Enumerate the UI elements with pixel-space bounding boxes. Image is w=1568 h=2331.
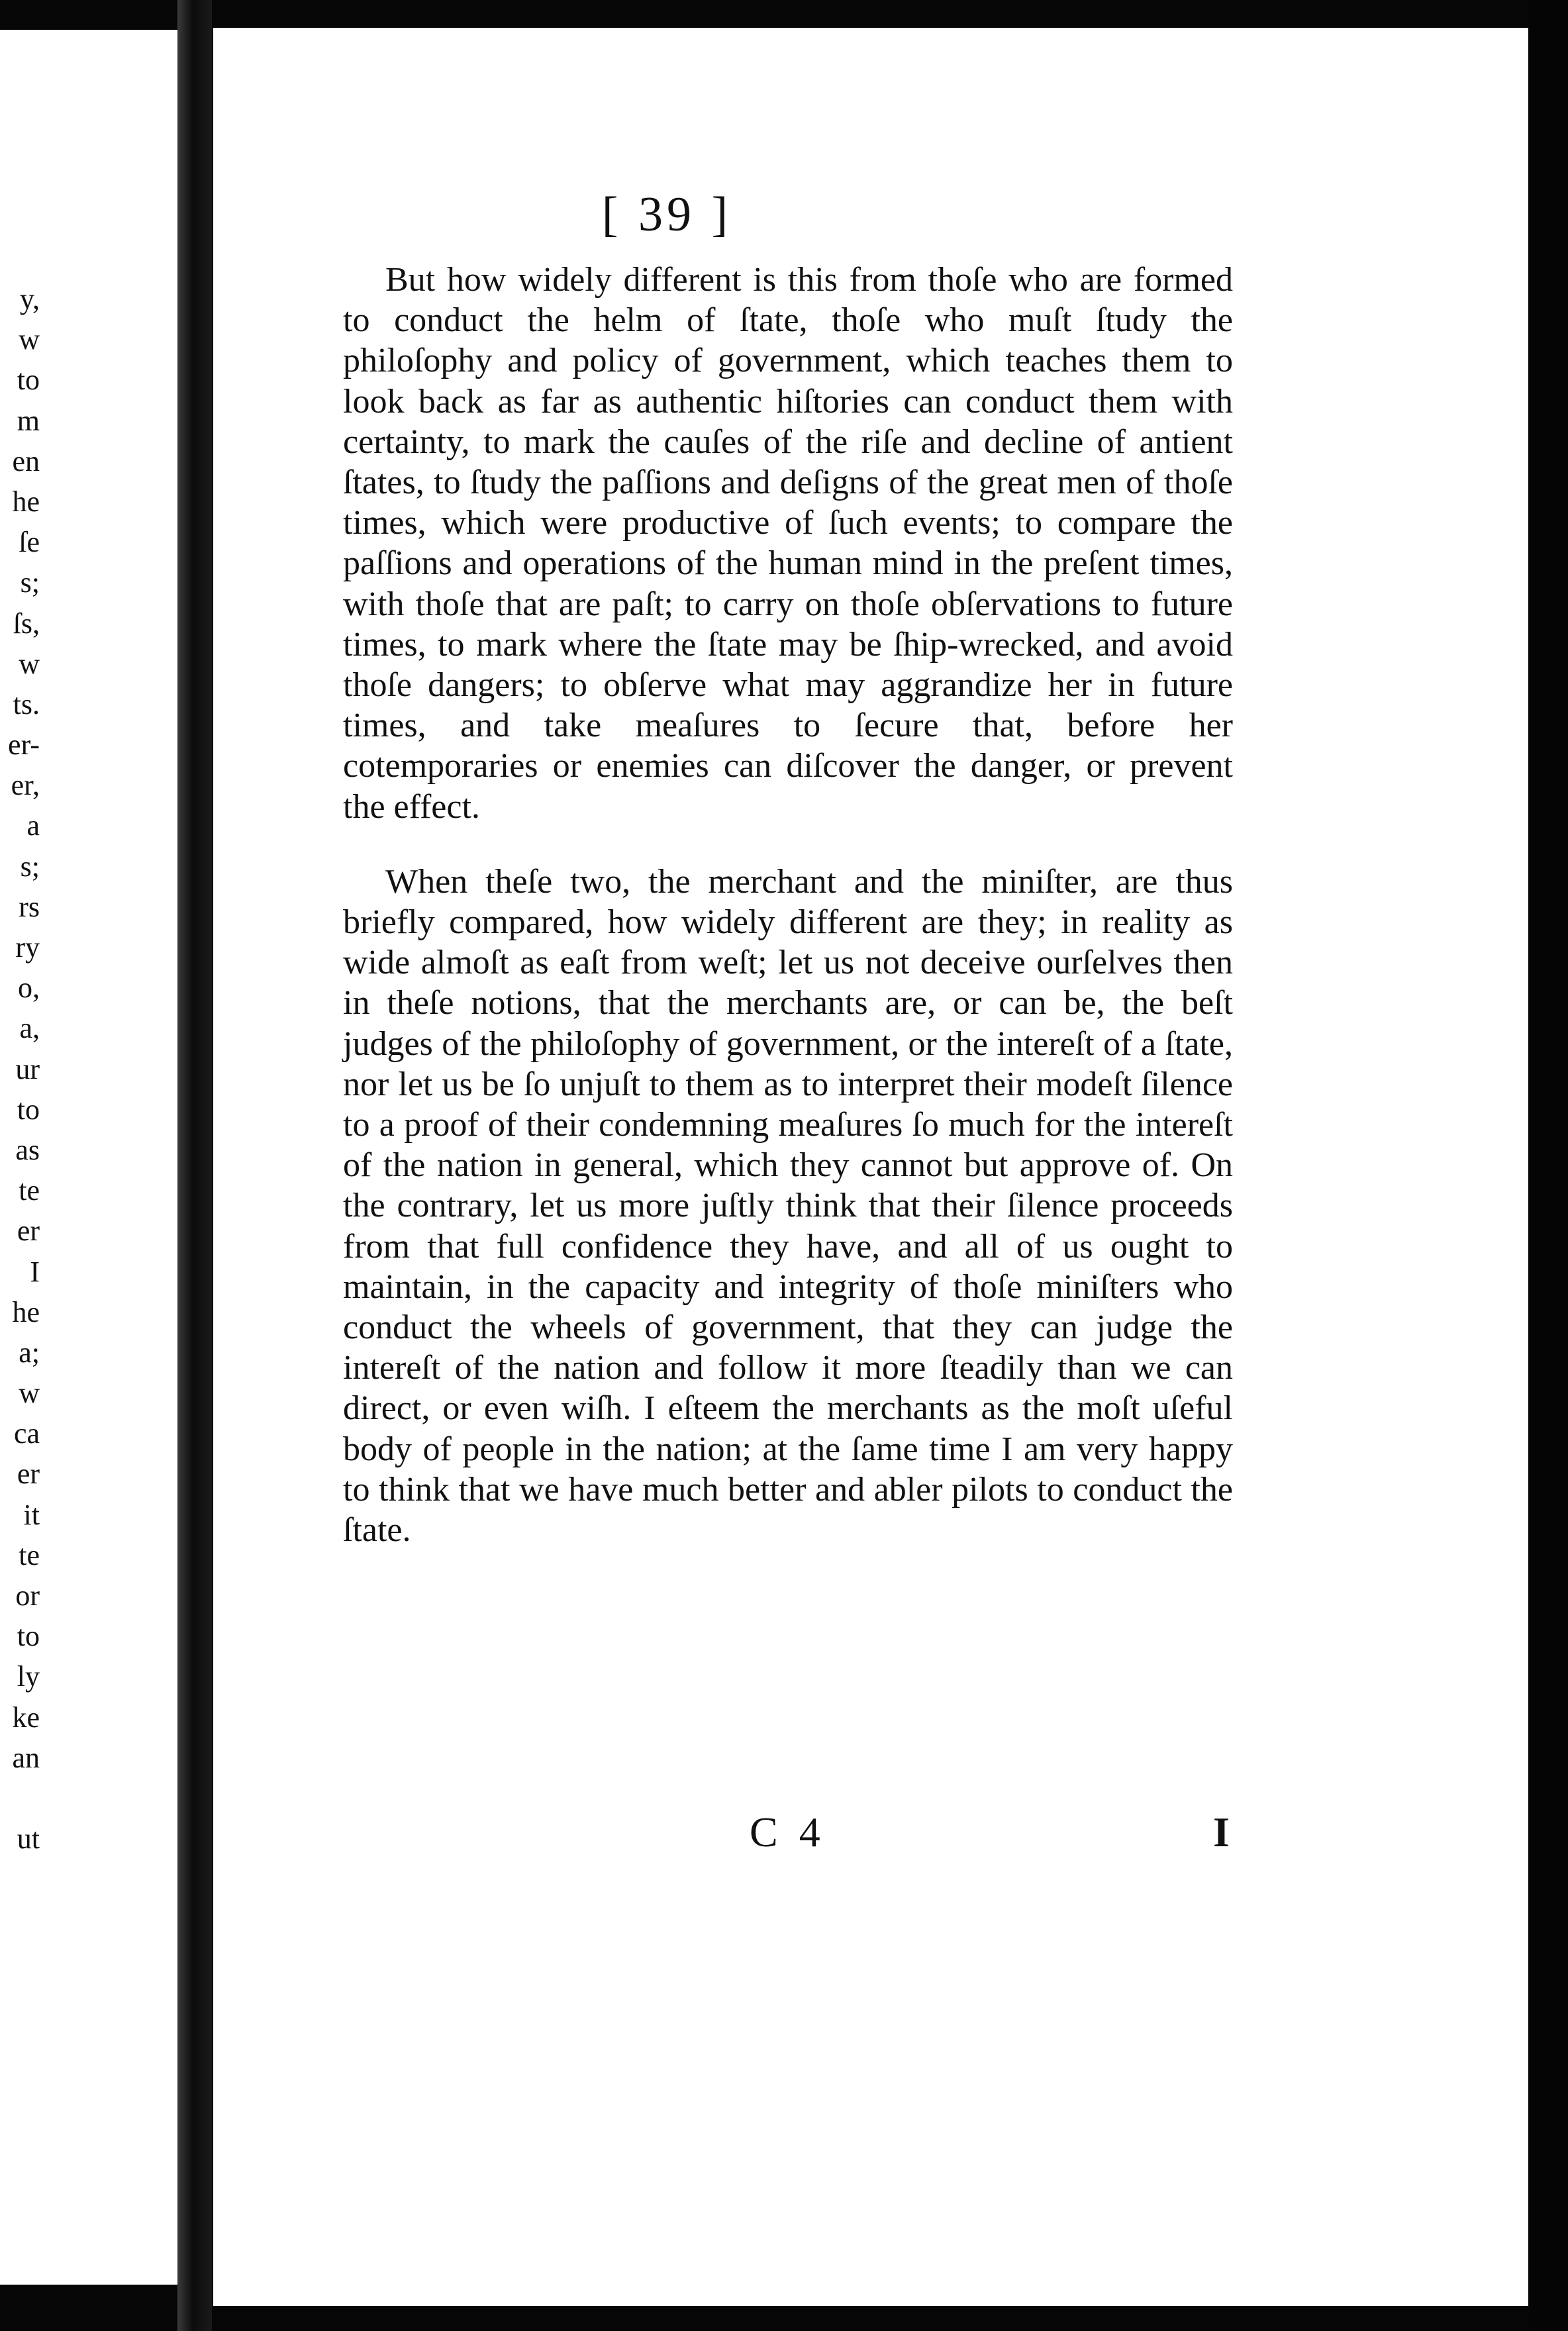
line-fragment: ts. [13, 687, 40, 720]
line-fragment: as [15, 1133, 40, 1166]
line-fragment: I [30, 1255, 40, 1288]
scan-border [1530, 0, 1568, 2331]
line-fragment: en [12, 444, 40, 477]
line-fragment: te [19, 1538, 40, 1571]
line-fragment: ut [17, 1822, 40, 1856]
line-fragment: m [17, 404, 40, 437]
line-fragment: a [26, 809, 40, 842]
line-fragment: w [19, 1377, 40, 1410]
line-fragment: ly [17, 1660, 40, 1693]
line-fragment: or [15, 1579, 40, 1612]
line-fragment: to [17, 364, 40, 397]
line-fragment: to [17, 1093, 40, 1126]
line-fragment: w [19, 647, 40, 680]
book-gutter [177, 0, 212, 2331]
page-body [343, 260, 1233, 1550]
line-fragment: er- [8, 728, 40, 762]
signature-mark: C 4 [750, 1809, 826, 1856]
line-fragment [0, 1778, 177, 1818]
line-fragment: er, [11, 769, 40, 802]
line-fragment: he [12, 485, 40, 518]
line-fragment: he [12, 1295, 40, 1328]
line-fragment: y, [19, 283, 40, 315]
line-fragment: an [12, 1741, 40, 1774]
paragraph-1: But how widely different is this from thoſe who are formed to conduct the helm of ſtate, thoſe who muſt ſtudy the philoſophy and policy of government, which teaches them to look back as far as authentic hiſtories can conduct them with certainty, to mark the cauſes of the riſe and decline of antient ſtates, to ſtudy the paſſions and deſigns of the great men of thoſe times, which were productive of ſuch events; to compare the paſſions and operations of the human mind in the preſent times, with thoſe that are paſt; to carry on thoſe obſervations to future times, to mark where the ſtate may be ſhip-wrecked, and avoid thoſe dangers; to obſerve what may aggrandize her in future times, and take meaſures to ſecure that, before her cotemporaries or enemies can diſcover the danger, or prevent the effect. [343, 261, 1233, 826]
line-fragment: ur [15, 1052, 40, 1085]
line-fragment: to [17, 1620, 40, 1653]
left-page-line-fragments [0, 279, 177, 1859]
line-fragment: rs [19, 890, 40, 923]
catchword: I [1213, 1809, 1230, 1856]
left-facing-page [0, 30, 177, 2285]
line-fragment: s; [20, 850, 40, 883]
line-fragment: te [19, 1174, 40, 1207]
line-fragment: o, [18, 971, 40, 1005]
line-fragment: it [23, 1498, 40, 1531]
line-fragment: er [17, 1215, 40, 1248]
book-page [213, 28, 1528, 2306]
line-fragment: er [17, 1458, 40, 1491]
line-fragment: a, [19, 1012, 40, 1045]
line-fragment: s; [20, 566, 40, 599]
line-fragment: a; [19, 1336, 40, 1369]
line-fragment: w [19, 323, 40, 356]
line-fragment: ry [15, 931, 40, 964]
page-number: [ 39 ] [601, 187, 732, 242]
line-fragment: ſs, [13, 607, 40, 640]
line-fragment: ke [12, 1701, 40, 1734]
line-fragment: ca [13, 1417, 40, 1450]
line-fragment: ſe [19, 526, 40, 559]
paragraph-2: When theſe two, the merchant and the miniſter, are thus briefly compared, how widely different are they; in reality as wide almoſt as eaſt from weſt; let us not deceive ourſelves then in theſe notions, that the merchants are, or can be, the beſt judges of the philoſophy of government, or the intereſt of a ſtate, nor let us be ſo unjuſt to them as to interpret their modeſt ſilence to a proof of their condemning meaſures ſo much for the intereſt of the nation in general, which they cannot but approve of. On the contrary, let us more juſtly think that their ſilence proceeds from that full confidence they have, and all of us ought to maintain, in the capacity and integrity of thoſe miniſters who conduct the wheels of government, that they can judge the intereſt of the nation and follow it more ſteadily than we can direct, or even wiſh. I eſteem the merchants as the moſt uſeful body of people in the nation; at the ſame time I am very happy to think that we have much better and abler pilots to conduct the ſtate. [343, 862, 1233, 1550]
